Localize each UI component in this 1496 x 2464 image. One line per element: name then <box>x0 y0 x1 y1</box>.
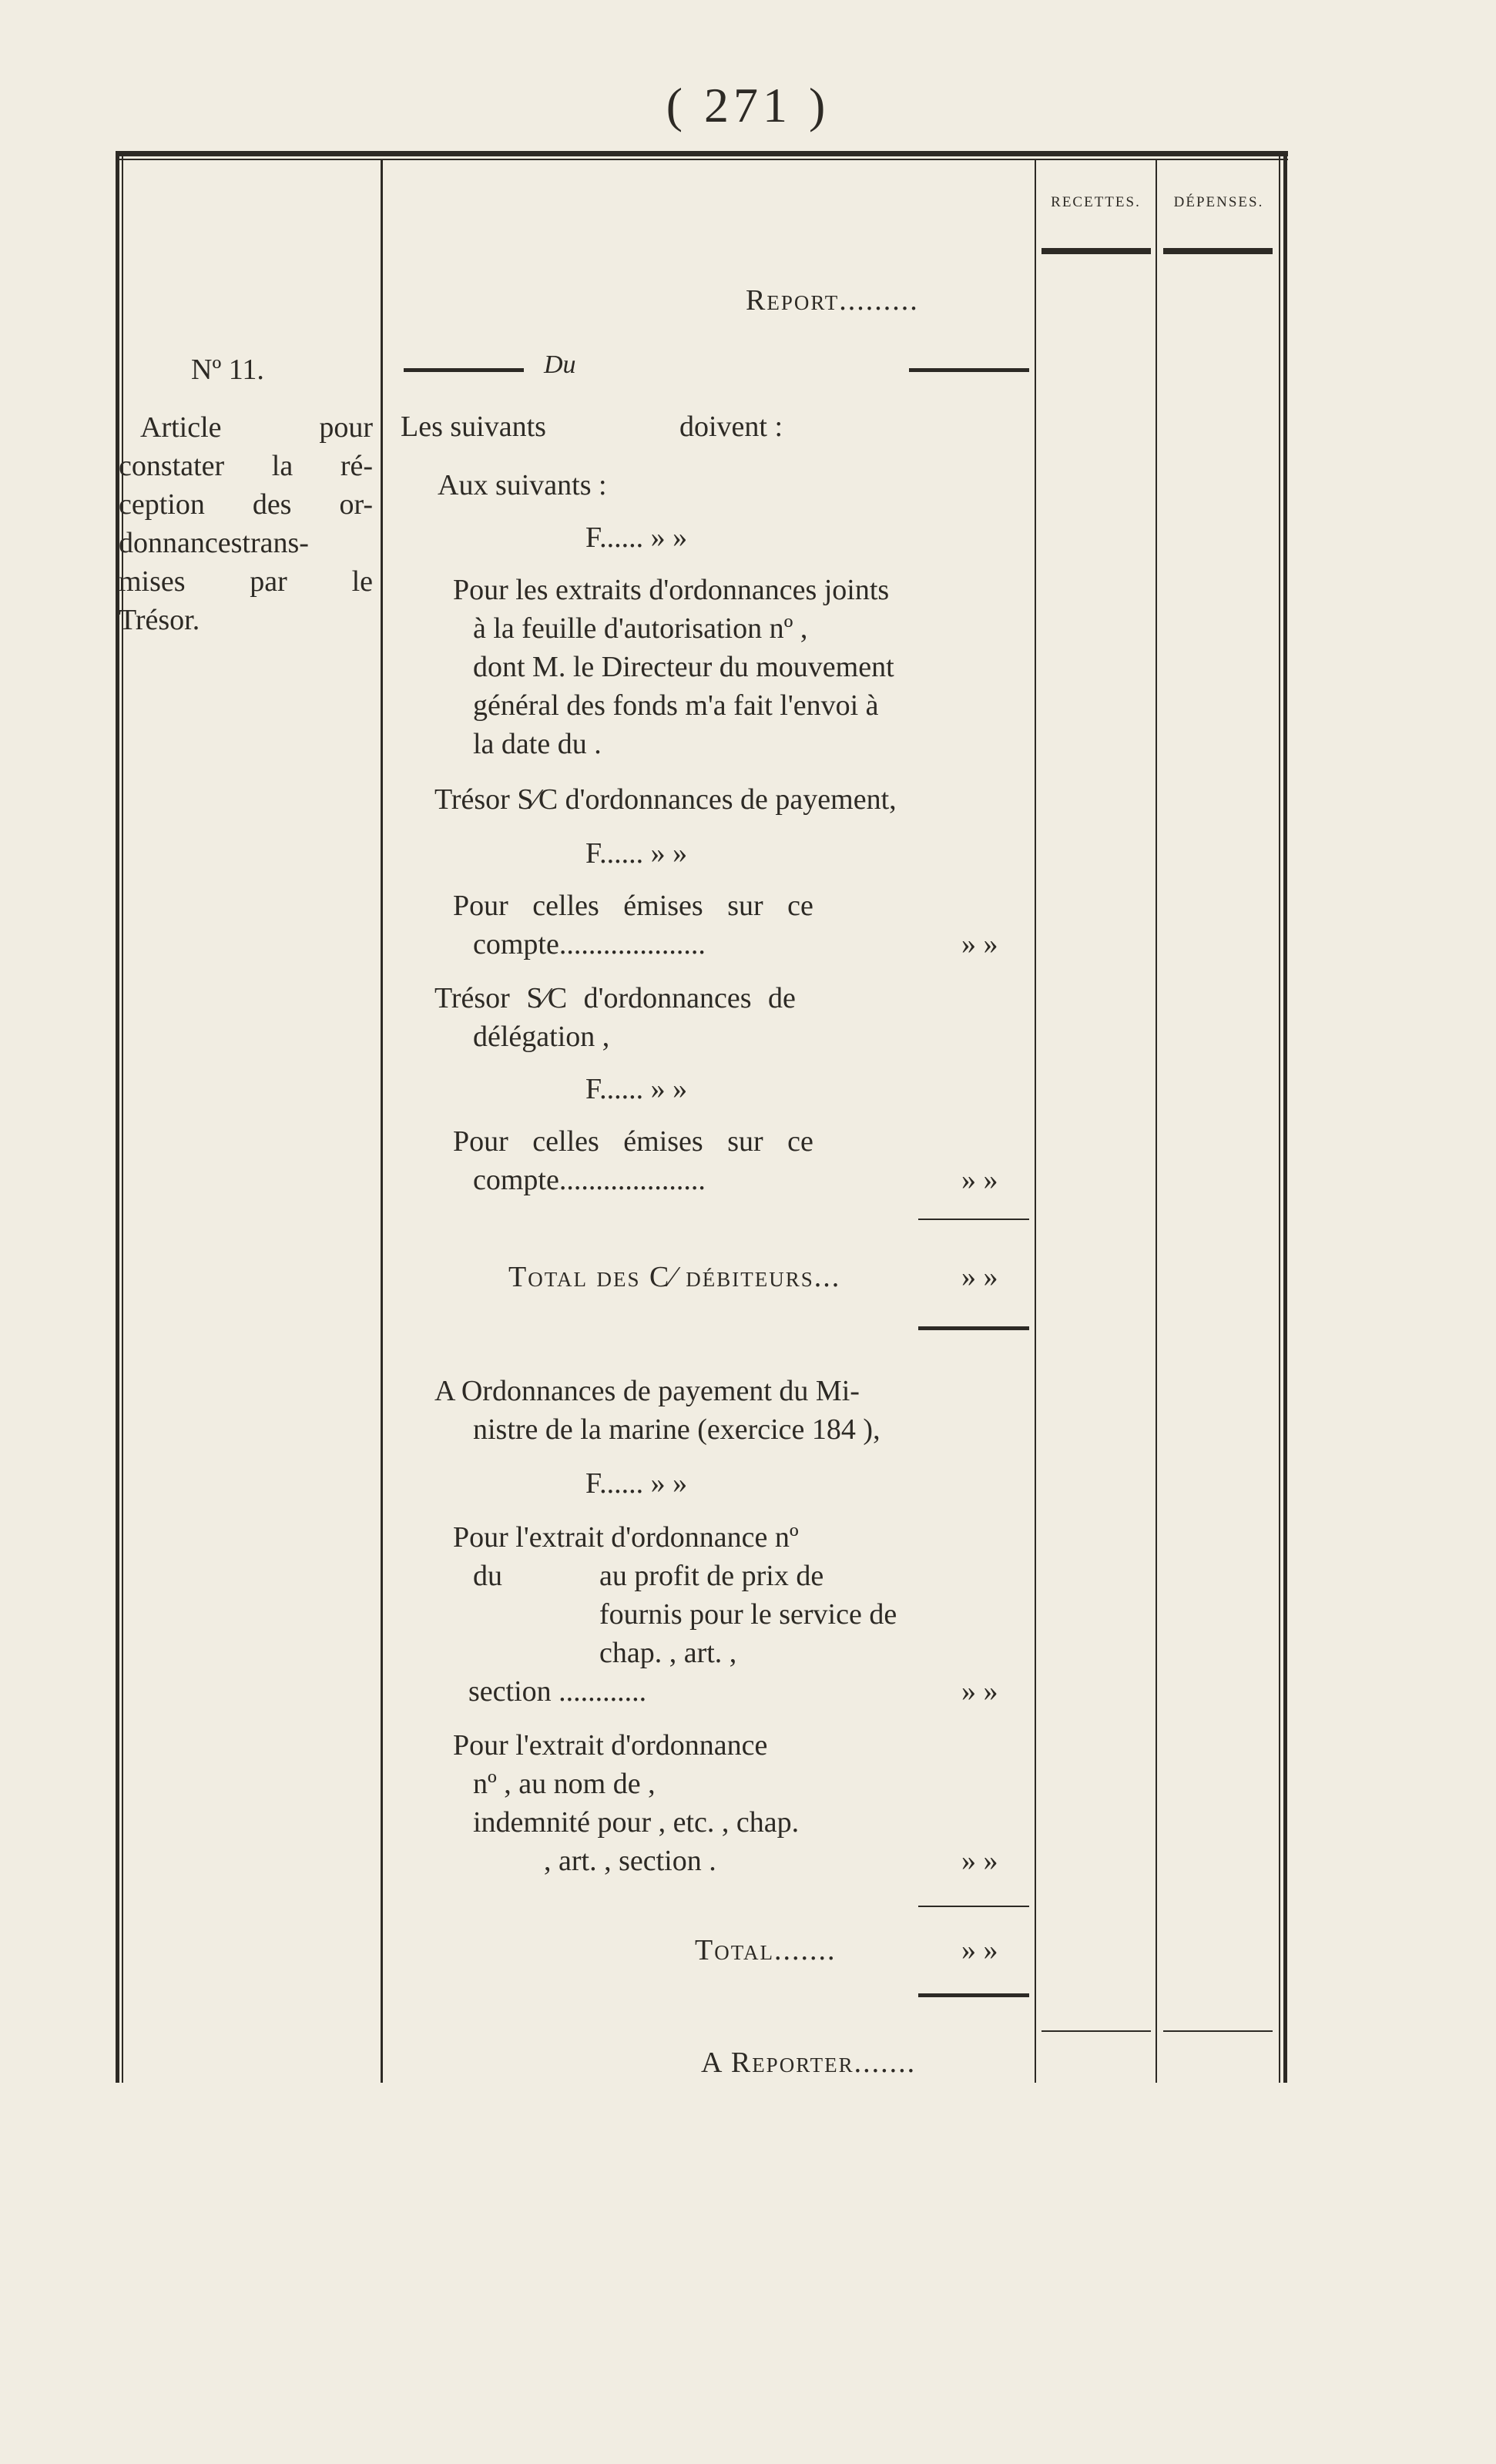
text-line: à la feuille d'autorisation nº , <box>473 612 808 645</box>
text-line: nº , au nom de , <box>473 1768 656 1800</box>
text-line: , art. , section . <box>544 1845 716 1877</box>
text-line: indemnité pour , etc. , chap. <box>473 1806 800 1839</box>
reporter-line: A Reporter....... <box>701 2047 917 2079</box>
quote-marks: » » <box>961 1164 998 1196</box>
text-line: Pour celles émises sur ce <box>453 1125 813 1158</box>
text-line: dont M. le Directeur du mouvement <box>473 651 894 683</box>
text-line: général des fonds m'a fait l'envoi à <box>473 689 879 722</box>
desc-line: Article pour <box>140 411 373 444</box>
quote-marks: » » <box>961 1934 998 1966</box>
total-label: Total....... <box>695 1934 837 1966</box>
article-number: Nº 11. <box>191 354 264 386</box>
total-debiteurs <box>508 1259 840 1296</box>
page-number: ( 271 ) <box>666 78 830 132</box>
text-line: A Ordonnances de payement du Mi- <box>434 1375 860 1407</box>
du-label: Du <box>544 350 576 379</box>
text-line: délégation , <box>473 1021 610 1053</box>
report-line: Report......... <box>746 284 919 317</box>
text-line: chap. , art. , <box>599 1637 737 1669</box>
desc-line: donnancestrans- <box>119 527 309 559</box>
text-line: Trésor S∕C d'ordonnances de <box>434 982 796 1014</box>
quote-marks: » » <box>961 1845 998 1877</box>
text-line: Pour l'extrait d'ordonnance <box>453 1729 768 1762</box>
text-line: Pour celles émises sur ce <box>453 890 813 922</box>
desc-line: ception des or- <box>119 488 373 521</box>
text-line: compte.................... <box>473 928 706 960</box>
quote-marks: » » <box>961 928 998 960</box>
amount-line: F...... » » <box>585 837 688 870</box>
line-suivants: Les suivants <box>401 411 546 443</box>
text-line: la date du . <box>473 728 602 760</box>
text-line: section ............ <box>468 1675 647 1708</box>
article-description <box>119 408 373 639</box>
desc-line: mises par le <box>119 565 373 598</box>
text-line: du <box>473 1560 502 1592</box>
quote-marks: » » <box>961 1675 998 1708</box>
text-line: fournis pour le service de <box>599 1598 897 1631</box>
total-label: Total des C∕ débiteurs... <box>508 1261 841 1293</box>
desc-line: constater la ré- <box>119 450 373 482</box>
line-aux-suivants: Aux suivants : <box>438 469 607 501</box>
amount-line: F...... » » <box>585 1467 688 1500</box>
text-line: nistre de la marine (exercice 184 ), <box>473 1413 880 1446</box>
text-line: au profit de prix de <box>599 1560 824 1592</box>
amount-line: F...... » » <box>585 521 688 554</box>
amount-line: F...... » » <box>585 1073 688 1105</box>
text-line: compte.................... <box>473 1164 706 1196</box>
line-doivent: doivent : <box>679 411 783 443</box>
desc-line: Trésor. <box>119 604 200 636</box>
text-line: Pour l'extrait d'ordonnance nº <box>453 1521 799 1554</box>
text-line: Trésor S∕C d'ordonnances de payement, <box>434 783 897 816</box>
text-line: Pour les extraits d'ordonnances joints <box>453 574 890 606</box>
column-depenses: DÉPENSES. <box>1173 194 1264 210</box>
quote-marks: » » <box>961 1261 998 1293</box>
column-recettes: RECETTES. <box>1051 194 1141 210</box>
